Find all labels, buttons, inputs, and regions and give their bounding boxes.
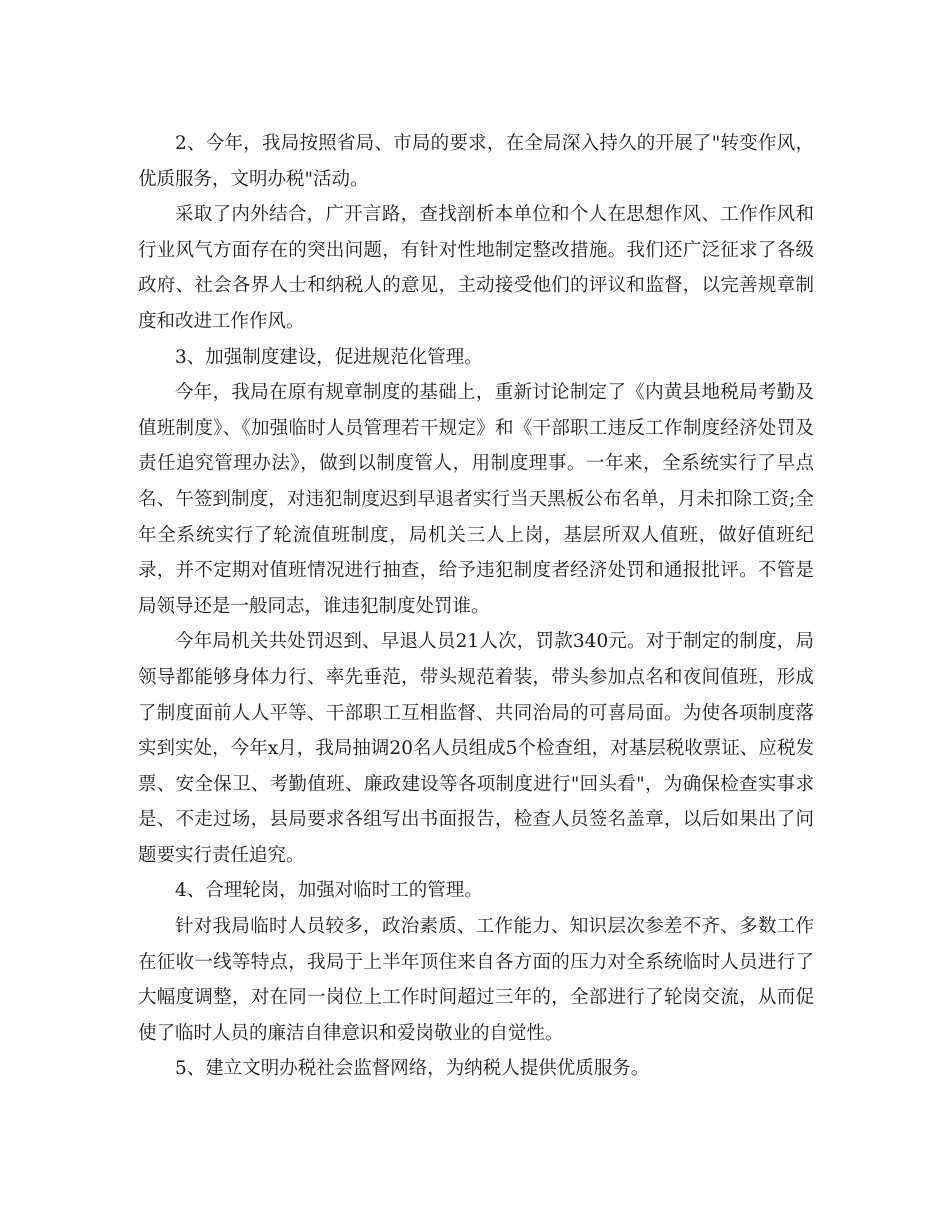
paragraph-section-5-heading: 5、建立文明办税社会监督网络，为纳税人提供优质服务。	[175, 1058, 650, 1080]
paragraph-rules: 今年，我局在原有规章制度的基础上，重新讨论制定了《内黄县地税局考勤及值班制度》、《加强临时人员管理若干规定》和《干部职工违反工作制度经济处罚及责任追究管理办法》，做到以制度管人，用制度理事。一年来，全系统实行了早点名、午签到制度，对违犯制度迟到早退者实行当天黑板公布名单，月未扣除工资;全年全系统实行了轮流值班制度，局机关三人上岗，基层所双人值班，做好值班纪录，并不定期对值班情况进行抽查，给予违犯制度者经济处罚和通报批评。不管是局领导还是一般同志，谁违犯制度处罚谁。	[138, 382, 814, 617]
paragraph-section-4-heading: 4、合理轮岗，加强对临时工的管理。	[175, 880, 483, 902]
paragraph-rotation: 针对我局临时人员较多，政治素质、工作能力、知识层次参差不齐、多数工作在征收一线等特点，我局于上半年顶住来自各方面的压力对全系统临时人员进行了大幅度调整，对在同一岗位上工作时间超过三年的，全部进行了轮岗交流，从而促使了临时人员的廉洁自律意识和爱岗敬业的自觉性。	[138, 916, 814, 1044]
paragraph-penalties: 今年局机关共处罚迟到、早退人员21人次，罚款340元。对于制定的制度，局领导都能够身体力行、率先垂范，带头规范着装，带头参加点名和夜间值班，形成了制度面前人人平等、干部职工互相监督、共同治局的可喜局面。为使各项制度落实到实处，今年x月，我局抽调20名人员组成5个检查组，对基层税收票证、应税发票、安全保卫、考勤值班、廉政建设等各项制度进行"回头看"，为确保检查实事求是、不走过场，县局要求各组写出书面报告，检查人员签名盖章，以后如果出了问题要实行责任追究。	[138, 631, 814, 866]
document-page	[138, 126, 814, 1087]
paragraph-measures: 采取了内外结合，广开言路，查找剖析本单位和个人在思想作风、工作作风和行业风气方面存在的突出问题，有针对性地制定整改措施。我们还广泛征求了各级政府、社会各界人士和纳税人的意见，主动接受他们的评议和监督，以完善规章制度和改进工作作风。	[138, 204, 814, 332]
paragraph-section-3-heading: 3、加强制度建设，促进规范化管理。	[175, 346, 483, 368]
paragraph-section-2: 2、今年，我局按照省局、市局的要求，在全局深入持久的开展了"转变作风，优质服务，文明办税"活动。	[138, 133, 814, 190]
